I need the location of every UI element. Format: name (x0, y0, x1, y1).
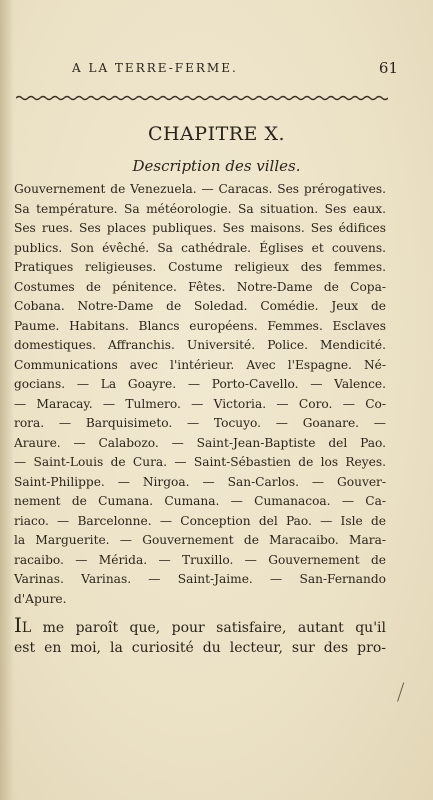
summary-line: domestiques. Affranchis. Université. Police. Mendicité. (14, 338, 386, 352)
summary-line: — Maracay. — Tulmero. — Victoria. — Coro. — Co- (14, 396, 386, 411)
page-gutter-shadow (0, 0, 14, 800)
summary-line: nement de Cumana. Cumana. — Cumanacoa. — Ca- (14, 494, 386, 508)
running-head-title: A LA TERRE-FERME. (72, 61, 238, 75)
body-line (14, 614, 386, 637)
summary-line: Araure. — Calabozo. — Saint-Jean-Baptiste del Pao. (14, 435, 386, 450)
running-head (72, 59, 398, 77)
page-number: 61 (378, 59, 398, 77)
summary-line: Paume. Habitans. Blancs européens. Femmes. Esclaves (14, 318, 386, 333)
chapter-title: CHAPITRE X. (147, 123, 286, 145)
summary-line: Communications avec l'intérieur. Avec l'Espagne. Né- (14, 357, 386, 372)
summary-line: gocians. — La Goayre. — Porto-Cavello. — Valence. (14, 377, 386, 391)
summary-line: racaibo. — Mérida. — Truxillo. — Gouvernement de (14, 552, 386, 567)
chapter-subtitle: Description des villes. (132, 157, 301, 175)
body-line: est en moi, la curiosité du lecteur, sur des pro- (14, 640, 386, 656)
summary-line: — Saint-Louis de Cura. — Saint-Sébastien de los Reyes. (14, 455, 386, 469)
ornamental-rule (16, 95, 388, 101)
summary-line: Costumes de pénitence. Fêtes. Notre-Dame de Copa- (14, 279, 386, 294)
summary-line: Cobana. Notre-Dame de Soledad. Comédie. Jeux de (14, 299, 386, 313)
summary-line: la Marguerite. — Gouvernement de Maracaibo. Mara- (14, 533, 386, 547)
summary-line: Ses rues. Ses places publiques. Ses maisons. Ses édifices (14, 221, 386, 235)
pencil-mark (397, 682, 410, 703)
summary-line: rora. — Barquisimeto. — Tocuyo. — Goanare. — (14, 416, 386, 430)
chapter-summary (14, 180, 386, 609)
summary-line: publics. Son évêché. Sa cathédrale. Églises et couvens. (14, 240, 386, 255)
summary-line: Varinas. Varinas. — Saint-Jaime. — San-Fernando (14, 572, 386, 586)
summary-line: Sa température. Sa météorologie. Sa situation. Ses eaux. (14, 201, 386, 216)
summary-line: riaco. — Barcelonne. — Conception del Pao. — Isle de (14, 513, 386, 528)
summary-line: d'Apure. (14, 591, 67, 606)
summary-line: Gouvernement de Venezuela. — Caracas. Ses prérogatives. (14, 182, 386, 196)
drop-cap: I (14, 613, 22, 637)
summary-line: Pratiques religieuses. Costume religieux des femmes. (14, 260, 386, 274)
body-line-text: L me paroît que, pour satisfaire, autant qu'il (21, 620, 386, 636)
body-paragraph (14, 614, 386, 660)
summary-line: Saint-Philippe. — Nirgoa. — San-Carlos. — Gouver- (14, 474, 386, 489)
